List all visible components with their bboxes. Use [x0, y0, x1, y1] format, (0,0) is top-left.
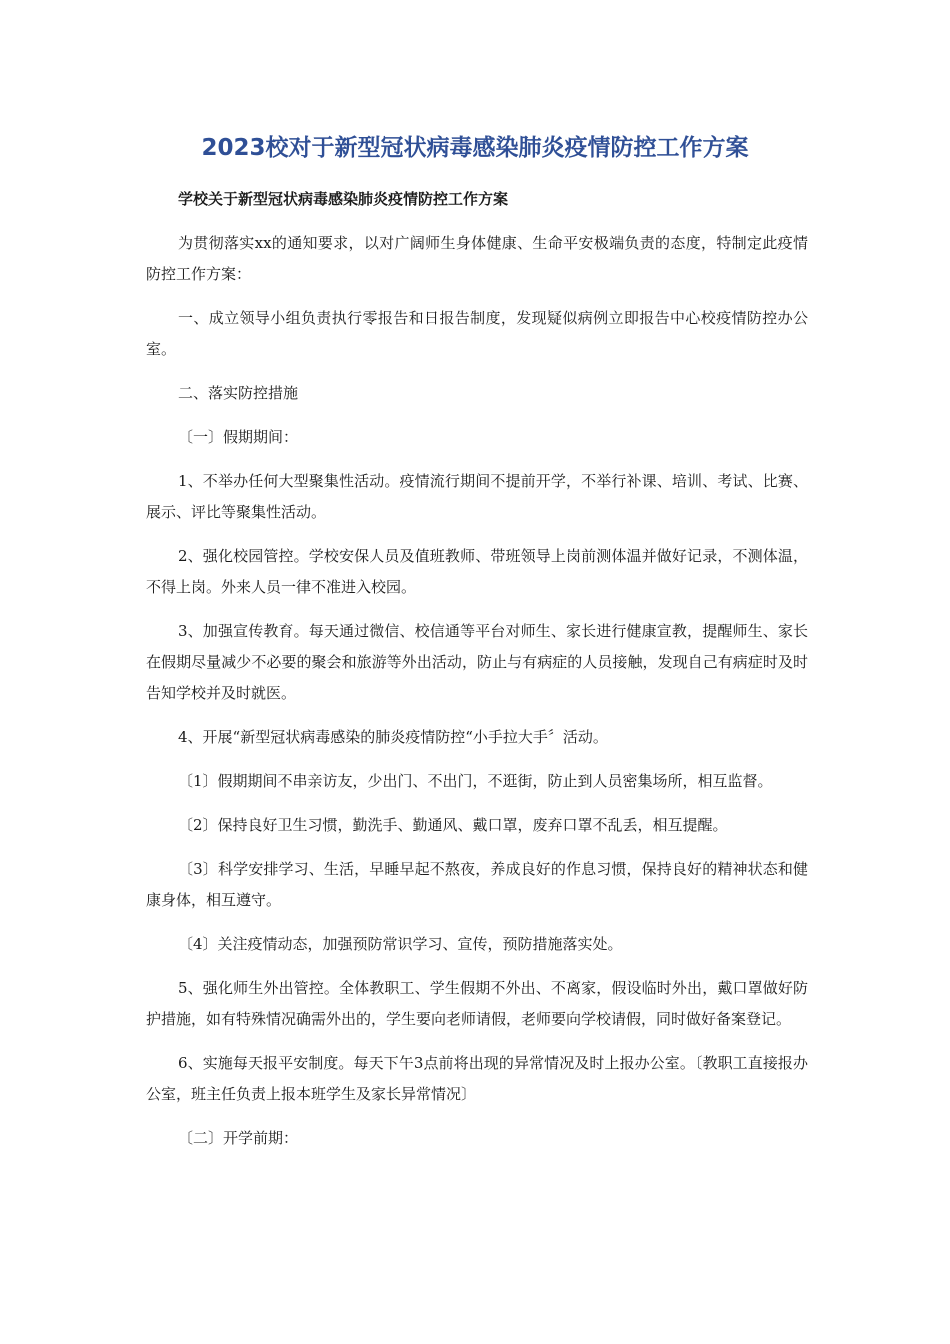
- document-body: [146, 184, 808, 1167]
- paragraph-section-1: 一、成立领导小组负责执行零报告和日报告制度，发现疑似病例立即报告中心校疫情防控办公室。: [146, 309, 808, 358]
- paragraph-subsection-2-heading: 〔二〕开学前期：: [178, 1129, 299, 1147]
- document-title: 2023校对于新型冠状病毒感染肺炎疫情防控工作方案: [201, 135, 749, 161]
- paragraph-item-6: 6、实施每天报平安制度。每天下午3点前将出现的异常情况及时上报办公室。〔教职工直接报办公室，班主任负责上报本班学生及家长异常情况〕: [146, 1054, 808, 1103]
- paragraph-section-2-heading: 二、落实防控措施: [178, 384, 299, 402]
- document-subtitle: 学校关于新型冠状病毒感染肺炎疫情防控工作方案: [178, 190, 509, 208]
- paragraph-intro: 为贯彻落实xx的通知要求，以对广阔师生身体健康、生命平安极端负责的态度，特制定此疫情防控工作方案：: [146, 234, 808, 283]
- paragraph-item-3: 3、加强宣传教育。每天通过微信、校信通等平台对师生、家长进行健康宣教，提醒师生、家长在假期尽量减少不必要的聚会和旅游等外出活动，防止与有病症的人员接触，发现自己有病症时及时告知学校并及时就医。: [146, 622, 808, 702]
- paragraph-subitem-3: 〔3〕科学安排学习、生活，早睡早起不熬夜，养成良好的作息习惯，保持良好的精神状态和健康身体，相互遵守。: [146, 860, 808, 909]
- paragraph-item-4: 4、开展“新型冠状病毒感染的肺炎疫情防控“小手拉大手〞活动。: [178, 728, 608, 746]
- paragraph-subsection-1-heading: 〔一〕假期期间：: [178, 428, 299, 446]
- paragraph-subitem-4: 〔4〕关注疫情动态，加强预防常识学习、宣传，预防措施落实处。: [178, 935, 623, 953]
- paragraph-item-2: 2、强化校园管控。学校安保人员及值班教师、带班领导上岗前测体温并做好记录，不测体温，不得上岗。外来人员一律不准进入校园。: [146, 547, 808, 596]
- paragraph-item-1: 1、不举办任何大型聚集性活动。疫情流行期间不提前开学，不举行补课、培训、考试、比赛、展示、评比等聚集性活动。: [146, 472, 808, 521]
- paragraph-subitem-2: 〔2〕保持良好卫生习惯，勤洗手、勤通风、戴口罩，废弃口罩不乱丢，相互提醒。: [178, 816, 728, 834]
- paragraph-item-5: 5、强化师生外出管控。全体教职工、学生假期不外出、不离家，假设临时外出，戴口罩做好防护措施，如有特殊情况确需外出的，学生要向老师请假，老师要向学校请假，同时做好备案登记。: [146, 979, 808, 1028]
- paragraph-subitem-1: 〔1〕假期期间不串亲访友，少出门、不出门，不逛街，防止到人员密集场所，相互监督。: [178, 772, 773, 790]
